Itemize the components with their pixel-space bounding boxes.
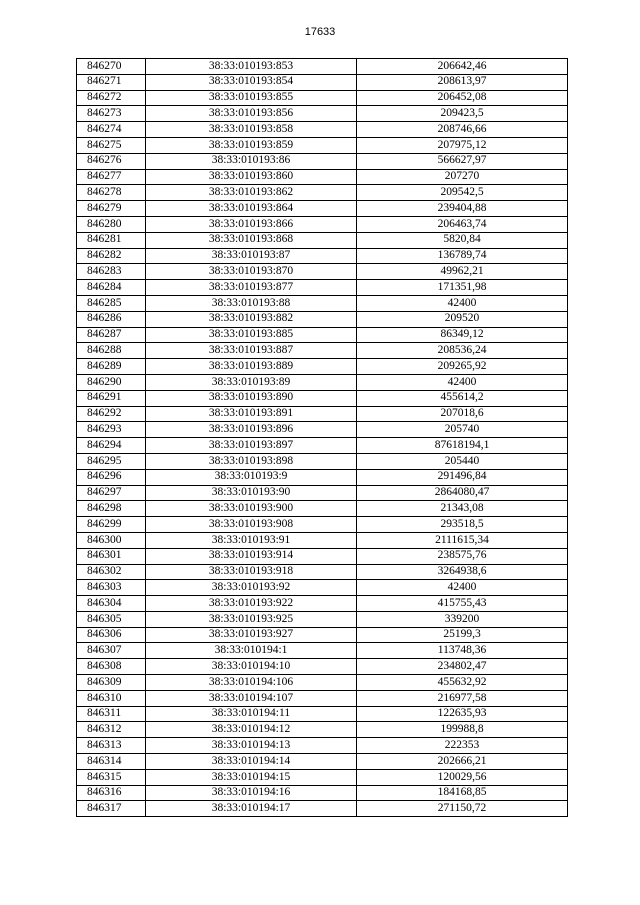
table-row: [77, 280, 568, 296]
cadastral-number-cell: 38:33:010193:889: [146, 359, 357, 375]
row-id-cell: 846299: [77, 517, 146, 533]
table-row: [77, 122, 568, 138]
cadastral-value-cell: 339200: [357, 611, 568, 627]
cadastral-number-cell: 38:33:010193:925: [146, 611, 357, 627]
table-row: [77, 74, 568, 90]
row-id-cell: 846283: [77, 264, 146, 280]
cadastral-number-cell: 38:33:010193:87: [146, 248, 357, 264]
cadastral-value-cell: 49962,21: [357, 264, 568, 280]
table-row: [77, 580, 568, 596]
cadastral-value-cell: 455632,92: [357, 675, 568, 691]
cadastral-value-cell: 136789,74: [357, 248, 568, 264]
row-id-cell: 846296: [77, 469, 146, 485]
row-id-cell: 846295: [77, 453, 146, 469]
row-id-cell: 846279: [77, 201, 146, 217]
row-id-cell: 846272: [77, 90, 146, 106]
table-row: [77, 469, 568, 485]
row-id-cell: 846288: [77, 343, 146, 359]
row-id-cell: 846301: [77, 548, 146, 564]
cadastral-number-cell: 38:33:010193:856: [146, 106, 357, 122]
table-row: [77, 596, 568, 612]
table-row: [77, 90, 568, 106]
cadastral-number-cell: 38:33:010193:866: [146, 216, 357, 232]
cadastral-number-cell: 38:33:010194:15: [146, 769, 357, 785]
cadastral-number-cell: 38:33:010193:859: [146, 137, 357, 153]
table-row: [77, 532, 568, 548]
cadastral-value-cell: 21343,08: [357, 501, 568, 517]
cadastral-value-cell: 205740: [357, 422, 568, 438]
row-id-cell: 846290: [77, 374, 146, 390]
cadastral-number-cell: 38:33:010193:9: [146, 469, 357, 485]
table-row: [77, 153, 568, 169]
cadastral-number-cell: 38:33:010193:868: [146, 232, 357, 248]
table-row: [77, 106, 568, 122]
cadastral-value-cell: 209265,92: [357, 359, 568, 375]
table-row: [77, 248, 568, 264]
row-id-cell: 846293: [77, 422, 146, 438]
table-row: [77, 690, 568, 706]
cadastral-number-cell: 38:33:010193:908: [146, 517, 357, 533]
table-row: [77, 327, 568, 343]
cadastral-value-cell: 207270: [357, 169, 568, 185]
row-id-cell: 846305: [77, 611, 146, 627]
table-row: [77, 137, 568, 153]
row-id-cell: 846270: [77, 59, 146, 75]
row-id-cell: 846315: [77, 769, 146, 785]
row-id-cell: 846289: [77, 359, 146, 375]
cadastral-number-cell: 38:33:010193:887: [146, 343, 357, 359]
row-id-cell: 846291: [77, 390, 146, 406]
cadastral-value-cell: 207975,12: [357, 137, 568, 153]
cadastral-number-cell: 38:33:010194:12: [146, 722, 357, 738]
table-row: [77, 706, 568, 722]
cadastral-value-cell: 86349,12: [357, 327, 568, 343]
cadastral-number-cell: 38:33:010193:855: [146, 90, 357, 106]
cadastral-number-cell: 38:33:010193:92: [146, 580, 357, 596]
cadastral-number-cell: 38:33:010193:922: [146, 596, 357, 612]
cadastral-value-cell: 216977,58: [357, 690, 568, 706]
row-id-cell: 846292: [77, 406, 146, 422]
cadastral-value-cell: 120029,56: [357, 769, 568, 785]
row-id-cell: 846313: [77, 738, 146, 754]
row-id-cell: 846306: [77, 627, 146, 643]
cadastral-value-cell: 271150,72: [357, 801, 568, 817]
cadastral-number-cell: 38:33:010194:14: [146, 754, 357, 770]
table-row: [77, 611, 568, 627]
table-body: [77, 59, 568, 817]
cadastral-value-cell: 42400: [357, 580, 568, 596]
cadastral-number-cell: 38:33:010194:106: [146, 675, 357, 691]
cadastral-value-cell: 208536,24: [357, 343, 568, 359]
cadastral-number-cell: 38:33:010193:891: [146, 406, 357, 422]
cadastral-value-cell: 205440: [357, 453, 568, 469]
cadastral-value-cell: 2111615,34: [357, 532, 568, 548]
cadastral-value-cell: 238575,76: [357, 548, 568, 564]
table-row: [77, 406, 568, 422]
table-row: [77, 359, 568, 375]
table-row: [77, 295, 568, 311]
cadastral-number-cell: 38:33:010193:860: [146, 169, 357, 185]
table-row: [77, 232, 568, 248]
cadastral-number-cell: 38:33:010193:91: [146, 532, 357, 548]
table-row: [77, 548, 568, 564]
cadastral-number-cell: 38:33:010194:11: [146, 706, 357, 722]
cadastral-number-cell: 38:33:010194:13: [146, 738, 357, 754]
cadastral-number-cell: 38:33:010193:896: [146, 422, 357, 438]
cadastral-value-cell: 5820,84: [357, 232, 568, 248]
cadastral-value-cell: 455614,2: [357, 390, 568, 406]
cadastral-value-cell: 206463,74: [357, 216, 568, 232]
row-id-cell: 846286: [77, 311, 146, 327]
row-id-cell: 846277: [77, 169, 146, 185]
row-id-cell: 846294: [77, 438, 146, 454]
cadastral-number-cell: 38:33:010193:918: [146, 564, 357, 580]
cadastral-value-cell: 209520: [357, 311, 568, 327]
cadastral-value-cell: 222353: [357, 738, 568, 754]
cadastral-value-cell: 42400: [357, 295, 568, 311]
row-id-cell: 846309: [77, 675, 146, 691]
cadastral-number-cell: 38:33:010193:88: [146, 295, 357, 311]
row-id-cell: 846287: [77, 327, 146, 343]
cadastral-value-cell: 239404,88: [357, 201, 568, 217]
cadastral-value-cell: 209423,5: [357, 106, 568, 122]
row-id-cell: 846273: [77, 106, 146, 122]
cadastral-number-cell: 38:33:010193:86: [146, 153, 357, 169]
table-row: [77, 343, 568, 359]
row-id-cell: 846311: [77, 706, 146, 722]
row-id-cell: 846275: [77, 137, 146, 153]
cadastral-value-cell: 207018,6: [357, 406, 568, 422]
row-id-cell: 846308: [77, 659, 146, 675]
row-id-cell: 846284: [77, 280, 146, 296]
cadastral-value-cell: 234802,47: [357, 659, 568, 675]
cadastral-number-cell: 38:33:010193:897: [146, 438, 357, 454]
table-row: [77, 169, 568, 185]
row-id-cell: 846280: [77, 216, 146, 232]
cadastral-number-cell: 38:33:010193:864: [146, 201, 357, 217]
cadastral-value-cell: 3264938,6: [357, 564, 568, 580]
table-row: [77, 216, 568, 232]
table-row: [77, 185, 568, 201]
table-row: [77, 675, 568, 691]
cadastral-number-cell: 38:33:010194:16: [146, 785, 357, 801]
cadastral-number-cell: 38:33:010193:882: [146, 311, 357, 327]
cadastral-number-cell: 38:33:010193:870: [146, 264, 357, 280]
table-row: [77, 501, 568, 517]
cadastral-value-cell: 87618194,1: [357, 438, 568, 454]
cadastral-value-cell: 199988,8: [357, 722, 568, 738]
row-id-cell: 846312: [77, 722, 146, 738]
table-row: [77, 59, 568, 75]
table-row: [77, 643, 568, 659]
cadastral-number-cell: 38:33:010193:885: [146, 327, 357, 343]
table-row: [77, 722, 568, 738]
cadastral-number-cell: 38:33:010194:10: [146, 659, 357, 675]
row-id-cell: 846271: [77, 74, 146, 90]
table-row: [77, 264, 568, 280]
cadastral-number-cell: 38:33:010193:914: [146, 548, 357, 564]
cadastral-value-cell: 42400: [357, 374, 568, 390]
row-id-cell: 846303: [77, 580, 146, 596]
row-id-cell: 846276: [77, 153, 146, 169]
table-row: [77, 374, 568, 390]
table-row: [77, 453, 568, 469]
cadastral-number-cell: 38:33:010193:898: [146, 453, 357, 469]
cadastral-value-cell: 202666,21: [357, 754, 568, 770]
cadastral-number-cell: 38:33:010194:1: [146, 643, 357, 659]
table-row: [77, 785, 568, 801]
cadastral-value-cell: 2864080,47: [357, 485, 568, 501]
cadastral-value-cell: 415755,43: [357, 596, 568, 612]
cadastral-value-cell: 206452,08: [357, 90, 568, 106]
cadastral-value-cell: 171351,98: [357, 280, 568, 296]
table-row: [77, 485, 568, 501]
cadastral-number-cell: 38:33:010193:862: [146, 185, 357, 201]
row-id-cell: 846298: [77, 501, 146, 517]
row-id-cell: 846302: [77, 564, 146, 580]
cadastral-value-cell: 206642,46: [357, 59, 568, 75]
table-row: [77, 754, 568, 770]
table-row: [77, 738, 568, 754]
cadastral-value-cell: 25199,3: [357, 627, 568, 643]
table-row: [77, 627, 568, 643]
table-row: [77, 564, 568, 580]
cadastral-value-table: [76, 58, 568, 817]
row-id-cell: 846285: [77, 295, 146, 311]
cadastral-value-cell: 566627,97: [357, 153, 568, 169]
row-id-cell: 846300: [77, 532, 146, 548]
table-row: [77, 801, 568, 817]
page-number: 17633: [304, 26, 336, 38]
row-id-cell: 846278: [77, 185, 146, 201]
row-id-cell: 846282: [77, 248, 146, 264]
cadastral-value-cell: 113748,36: [357, 643, 568, 659]
table-row: [77, 201, 568, 217]
table-row: [77, 311, 568, 327]
table-row: [77, 438, 568, 454]
row-id-cell: 846314: [77, 754, 146, 770]
row-id-cell: 846317: [77, 801, 146, 817]
cadastral-number-cell: 38:33:010193:927: [146, 627, 357, 643]
row-id-cell: 846274: [77, 122, 146, 138]
table-row: [77, 517, 568, 533]
row-id-cell: 846316: [77, 785, 146, 801]
cadastral-number-cell: 38:33:010193:890: [146, 390, 357, 406]
table-row: [77, 390, 568, 406]
cadastral-number-cell: 38:33:010193:877: [146, 280, 357, 296]
cadastral-number-cell: 38:33:010194:17: [146, 801, 357, 817]
row-id-cell: 846281: [77, 232, 146, 248]
cadastral-value-cell: 184168,85: [357, 785, 568, 801]
cadastral-number-cell: 38:33:010193:89: [146, 374, 357, 390]
table-row: [77, 659, 568, 675]
cadastral-number-cell: 38:33:010193:858: [146, 122, 357, 138]
table-row: [77, 769, 568, 785]
cadastral-value-cell: 208613,97: [357, 74, 568, 90]
row-id-cell: 846304: [77, 596, 146, 612]
cadastral-value-cell: 291496,84: [357, 469, 568, 485]
cadastral-number-cell: 38:33:010193:853: [146, 59, 357, 75]
row-id-cell: 846310: [77, 690, 146, 706]
cadastral-value-cell: 122635,93: [357, 706, 568, 722]
cadastral-number-cell: 38:33:010193:90: [146, 485, 357, 501]
cadastral-number-cell: 38:33:010193:854: [146, 74, 357, 90]
cadastral-value-cell: 209542,5: [357, 185, 568, 201]
cadastral-value-cell: 208746,66: [357, 122, 568, 138]
cadastral-number-cell: 38:33:010193:900: [146, 501, 357, 517]
row-id-cell: 846297: [77, 485, 146, 501]
cadastral-value-cell: 293518,5: [357, 517, 568, 533]
table-row: [77, 422, 568, 438]
cadastral-number-cell: 38:33:010194:107: [146, 690, 357, 706]
row-id-cell: 846307: [77, 643, 146, 659]
